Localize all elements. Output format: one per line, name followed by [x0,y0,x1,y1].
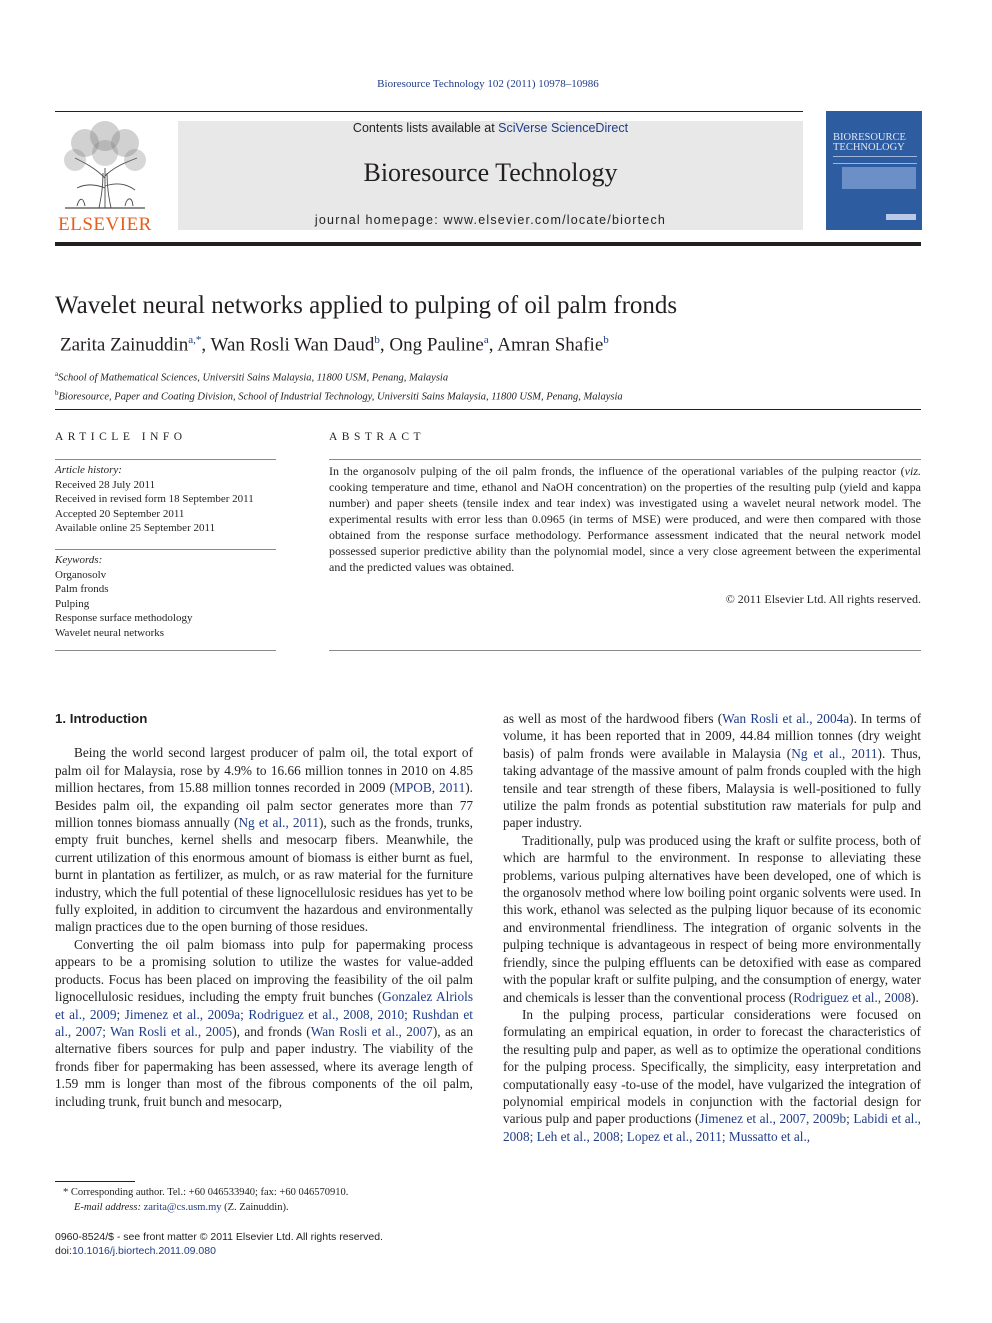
article-history [55,463,280,536]
email-link[interactable]: zarita@cs.usm.my [143,1202,222,1213]
history-label: Article history: [55,464,122,476]
history-item: Available online 25 September 2011 [55,522,216,534]
divider [55,650,276,651]
citation-link[interactable]: MPOB, 2011 [394,780,466,796]
journal-homepage[interactable]: journal homepage: www.elsevier.com/locate/biortech [314,213,667,227]
divider [55,459,276,460]
affiliation-item: $^a$School of Mathematical Sciences, Universiti Sains Malaysia, 11800 USM, Penang, Malaysia [55,370,449,384]
history-item: Received 28 July 2011 [55,478,156,491]
keywords-label: Keywords: [55,554,103,566]
author-affiliation-mark[interactable]: b [374,334,380,346]
divider [55,549,276,550]
issn-line: 0960-8524/$ - see front matter © 2011 Elsevier Ltd. All rights reserved. [55,1231,383,1243]
citation-link[interactable]: Rodriguez et al., 2008 [793,989,912,1005]
paragraph: In the pulping process, particular considerations were focused on formulating an empirical equation, in order to forecast the characteristics of the resulting pulp and paper, as well as to optimize the operational conditions for the pulping process. Specifically, the simplicity, easy interpretation and computationally easy -to-use of the model, have vulgarized the integration of polynomial empirical models in conjunction with the factorial design for various pulp and paper productions (Jimenez et al., 2007, 2009b; Labidi et al., 2008; Leh et al., 2008; Lopez et al., 2011; Mussatto et al., [503,1006,921,1144]
citation-link[interactable]: Jimenez et al., 2007, 2009b; Labidi et al., 2008; Leh et al., 2008; Lopez et al., 2011; Mussatto et al., [503,1111,921,1144]
cover-title: BIORESOURCE TECHNOLOGY [833,132,906,153]
cover-publisher-mark [886,214,916,220]
contents-line: Contents lists available at SciVerse ScienceDirect [352,121,629,135]
footnote [55,1185,473,1215]
section-heading: 1. Introduction [55,711,148,726]
citation-link[interactable]: Wan Rosli et al., 2007 [310,1023,433,1039]
divider [329,650,921,651]
author-name[interactable]: Amran Shafie [497,334,604,356]
abstract-heading: ABSTRACT [329,431,426,443]
front-matter [55,1230,555,1258]
keyword-item: Palm fronds [55,583,109,595]
paragraph: Converting the oil palm biomass into pulp for papermaking process appears to be a promising solution to utilize the wastes for value-added products. Focus has been placed on improving the feasibility of the oil palm lignocellulosic residues, including the empty fruit bunches (Gonzalez Alriols et al., 2009; Jimenez et al., 2009a; Rodriguez et al., 2008, 2010; Rushdan et al., 2007; Wan Rosli et al., 2005), and fronds (Wan Rosli et al., 2007), as an alternative fibers sources for pulp and paper industry. The viability of the fronds fiber for papermaking has been assessed, where its average length of 1.59 mm is longer than most of the fibrous components of the oil palm, including trunk, fruit bunch and mesocarp, [55,936,474,1109]
journal-citation[interactable]: Bioresource Technology 102 (2011) 10978–10986 [377,78,599,90]
history-item: Accepted 20 September 2011 [55,507,185,520]
elsevier-wordmark: ELSEVIER [58,214,152,235]
author-name[interactable]: Zarita Zainuddin [60,334,189,356]
journal-title: Bioresource Technology [363,158,618,187]
abstract-text: In the organosolv pulping of the oil palm fronds, the influence of the operational variables of the pulping reactor (viz. cooking temperature and time, ethanol and NaOH concentration) on the properties of the resulting pulp (yield and kappa number) and paper sheets (tensile index and tear index) was investigated using a wavelet neural network model. The experimental results with error less than 0.0965 (in terms of MSE) were produced, and were then compared with those obtained from the response surface methodology. Performance assessment indicated that the neural network model possessed superior predictive ability than the polynomial model, since a very close agreement between the experimental and the predicted values was obtained. [329,464,921,574]
paragraph: as well as most of the hardwood fibers (Wan Rosli et al., 2004a). In terms of volume, it has been reported that in 2009, 44.84 million tonnes (dry weight basis) of palm fronds were available in Malaysia (Ng et al., 2011). Thus, taking advantage of the massive amount of palm fronds coupled with the high tensile and tear strength of these fibers, Malaysia is well-positioned to fully utilize the palm fronds as potential substitution raw materials for pulp and paper industry. [503,711,922,831]
email-note: E-mail address: zarita@cs.usm.my (Z. Zainuddin). [74,1202,289,1213]
footnote-rule [55,1181,135,1182]
keyword-item: Wavelet neural networks [55,626,165,639]
author-affiliation-mark[interactable]: a [483,334,489,346]
keyword-item: Pulping [55,597,90,610]
keyword-item: Organosolv [55,568,107,581]
citation-link[interactable]: Gonzalez Alriols et al., 2009; Jimenez et al., 2009a; Rodriguez et al., 2008, 2010; Rushdan et al., 2007; Wan Rosli et al., 2005 [55,989,473,1039]
article-info-heading: ARTICLE INFO [55,431,187,443]
citation-link[interactable]: Ng et al., 2011 [238,815,320,831]
author-name[interactable]: Wan Rosli Wan Daud [210,334,375,356]
author-affiliation-mark[interactable]: b [603,334,609,346]
paragraph: Traditionally, pulp was produced using the kraft or sulfite process, both of which are harmful to the environment. In response to alleviating these problems, various pulping alternatives have been developed, one of which is the organosolv method where low boiling point organic solvents were used. In this work, ethanol was selected as the pulping liquor because of its economic and environmental friendliness. The integration of organic solvents in the pulping technique is advantageous in respect of being more environmentally friendly, since the pulping effluents can be detoxified with ease as compared with the popular kraft or sulfite pulping, and the consumption of energy, water and chemicals is lesser than the conventional process (Rodriguez et al., 2008). [503,832,921,1005]
elsevier-logo[interactable] [55,118,155,234]
paragraph: Being the world second largest producer of palm oil, the total export of palm oil for Malaysia, rose by 4.9% to 16.66 million tonnes in 2010 on 4.85 million hectares, from 15.88 million tonnes recorded in 2009 (MPOB, 2011). Besides palm oil, the expanding oil palm sector generates more than 77 million tonnes biomass annually (Ng et al., 2011), such as the fronds, trunks, empty fruit bunches, kernel shells and mesocarp fibers. Meanwhile, the current utilization of this enormous amount of biomass is either burnt as fuel, burnt in plantation as fertilizer, as mulch, or as raw material for the furniture industry, which the full potential of these lignocellulosic residues has yet to be fully exploited, in addition to circumvent the hazardous and environmentally malign practices due to the open burning of those residues. [55,745,474,935]
keyword-item: Response surface methodology [55,612,193,624]
doi-line: doi:10.1016/j.biortech.2011.09.080 [55,1245,216,1257]
journal-masthead [178,121,803,230]
header-rule [55,111,803,112]
header-thick-rule [55,242,921,246]
cover-graphic [842,167,916,189]
copyright: © 2011 Elsevier Ltd. All rights reserved. [725,592,921,606]
affiliation-rule [55,409,921,410]
history-item: Received in revised form 18 September 2011 [55,493,254,505]
author-list: Zarita Zainuddin$^{a,*}$, Wan Rosli Wan Daud$^b$, Ong Pauline$^a$, Amran Shafie$^b$ [60,334,609,356]
citation-link[interactable]: Ng et al., 2011 [791,745,878,761]
journal-cover-image[interactable] [826,111,922,230]
citation-link[interactable]: Wan Rosli et al., 2004a [722,711,850,726]
keywords [55,553,280,640]
body-column-left [55,710,473,1110]
article-title: Wavelet neural networks applied to pulping of oil palm fronds [55,292,678,319]
body-column-right [503,710,921,1145]
author-name[interactable]: Ong Pauline [389,334,484,356]
author-affiliation-mark[interactable]: a,* [188,334,202,346]
doi-link[interactable]: 10.1016/j.biortech.2011.09.080 [71,1245,216,1257]
cover-decoration [833,156,917,164]
corresponding-author-note: * Corresponding author. Tel.: +60 046533940; fax: +60 046570910. [63,1187,349,1198]
divider [329,459,921,460]
affiliation-item: $^b$Bioresource, Paper and Coating Division, School of Industrial Technology, Universiti Sains Malaysia, 11800 USM, Penang, Malaysia [55,388,623,402]
affiliations [55,367,921,404]
sciencedirect-link[interactable]: SciVerse ScienceDirect [498,121,629,135]
elsevier-tree-icon [55,118,155,212]
